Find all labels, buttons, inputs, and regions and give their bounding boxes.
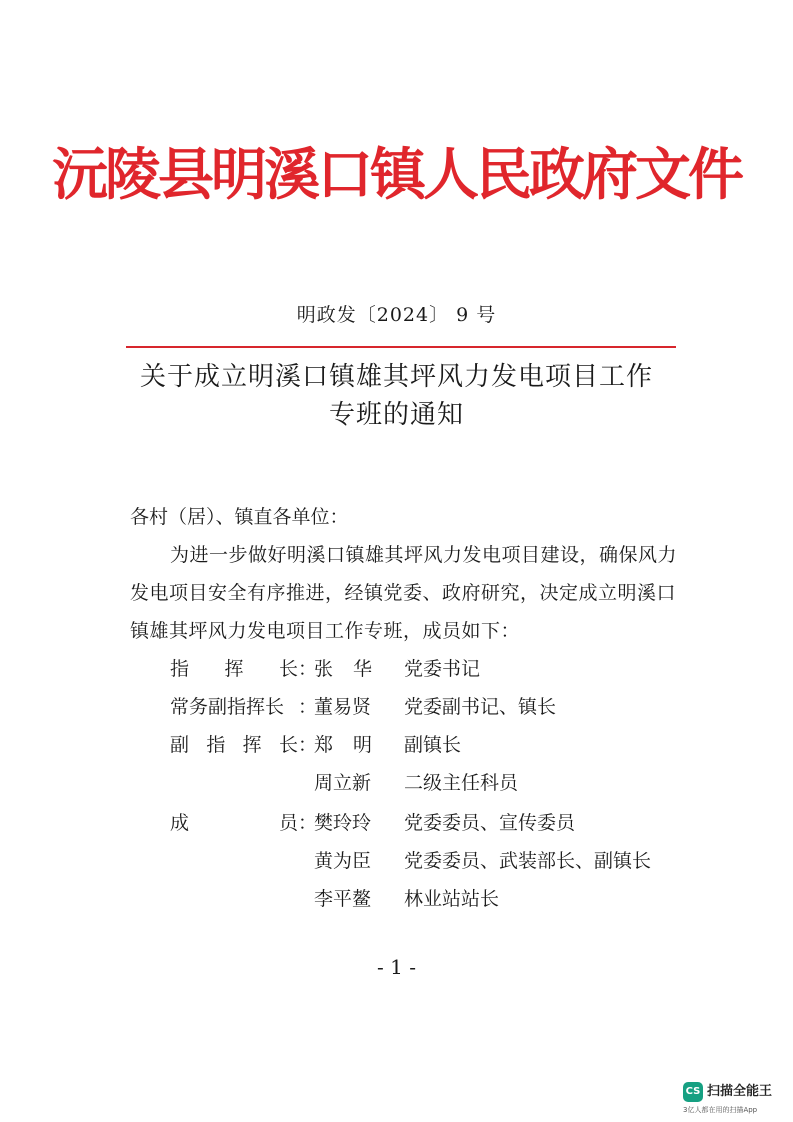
member-row xyxy=(0,732,793,762)
camscanner-watermark xyxy=(683,1082,793,1118)
member-row xyxy=(0,694,793,724)
member-name: 郑明 xyxy=(314,734,393,756)
camscanner-app-name: 扫描全能王 xyxy=(707,1084,773,1099)
member-role: 指 挥 长 xyxy=(170,658,298,680)
member-position: 副镇长 xyxy=(404,734,462,756)
member-row xyxy=(0,656,793,686)
member-row xyxy=(0,810,793,840)
member-row xyxy=(0,886,793,916)
notice-title-line-2: 专班的通知 xyxy=(328,400,464,430)
member-role: 副 指 挥 长 xyxy=(170,734,298,756)
camscanner-logo-icon: CS xyxy=(683,1082,703,1102)
body-paragraph-line-1: 为进一步做好明溪口镇雄其坪风力发电项目建设，确保风力 xyxy=(170,544,678,566)
member-position: 党委委员、武装部长、副镇长 xyxy=(404,850,652,872)
member-name: 周立新 xyxy=(314,772,372,794)
member-position: 党委副书记、镇长 xyxy=(404,696,557,718)
member-row xyxy=(0,770,793,800)
page-number: - 1 - xyxy=(377,955,416,979)
member-position: 林业站站长 xyxy=(404,888,500,910)
member-name: 李平鳌 xyxy=(314,888,372,910)
member-name: 黄为臣 xyxy=(314,850,372,872)
body-paragraph-line-2: 发电项目安全有序推进，经镇党委、政府研究，决定成立明溪口 xyxy=(130,582,677,604)
notice-title-line-1: 关于成立明溪口镇雄其坪风力发电项目工作 xyxy=(139,362,653,392)
member-colon: ： xyxy=(298,658,318,680)
salutation: 各村（居）、镇直各单位： xyxy=(130,506,349,528)
member-name: 董易贤 xyxy=(314,696,372,718)
member-name: 张华 xyxy=(314,658,393,680)
member-role: 成 员 xyxy=(170,812,298,834)
body-paragraph-line-3: 镇雄其坪风力发电项目工作专班，成员如下： xyxy=(130,620,521,642)
member-position: 党委委员、宣传委员 xyxy=(404,812,576,834)
red-divider-rule xyxy=(126,346,676,348)
member-position: 党委书记 xyxy=(404,658,481,680)
member-name: 樊玲玲 xyxy=(314,812,372,834)
member-role: 常务副指挥长 xyxy=(170,696,285,718)
document-header-title: 沅陵县明溪口镇人民政府文件 xyxy=(52,142,741,208)
camscanner-slogan: 3亿人都在用的扫描App xyxy=(683,1106,758,1114)
member-colon: ： xyxy=(298,812,318,834)
member-colon: ： xyxy=(298,696,318,718)
document-number: 明政发〔2024〕 9 号 xyxy=(296,304,497,326)
member-colon: ： xyxy=(298,734,318,756)
member-position: 二级主任科员 xyxy=(404,772,519,794)
member-row xyxy=(0,848,793,878)
